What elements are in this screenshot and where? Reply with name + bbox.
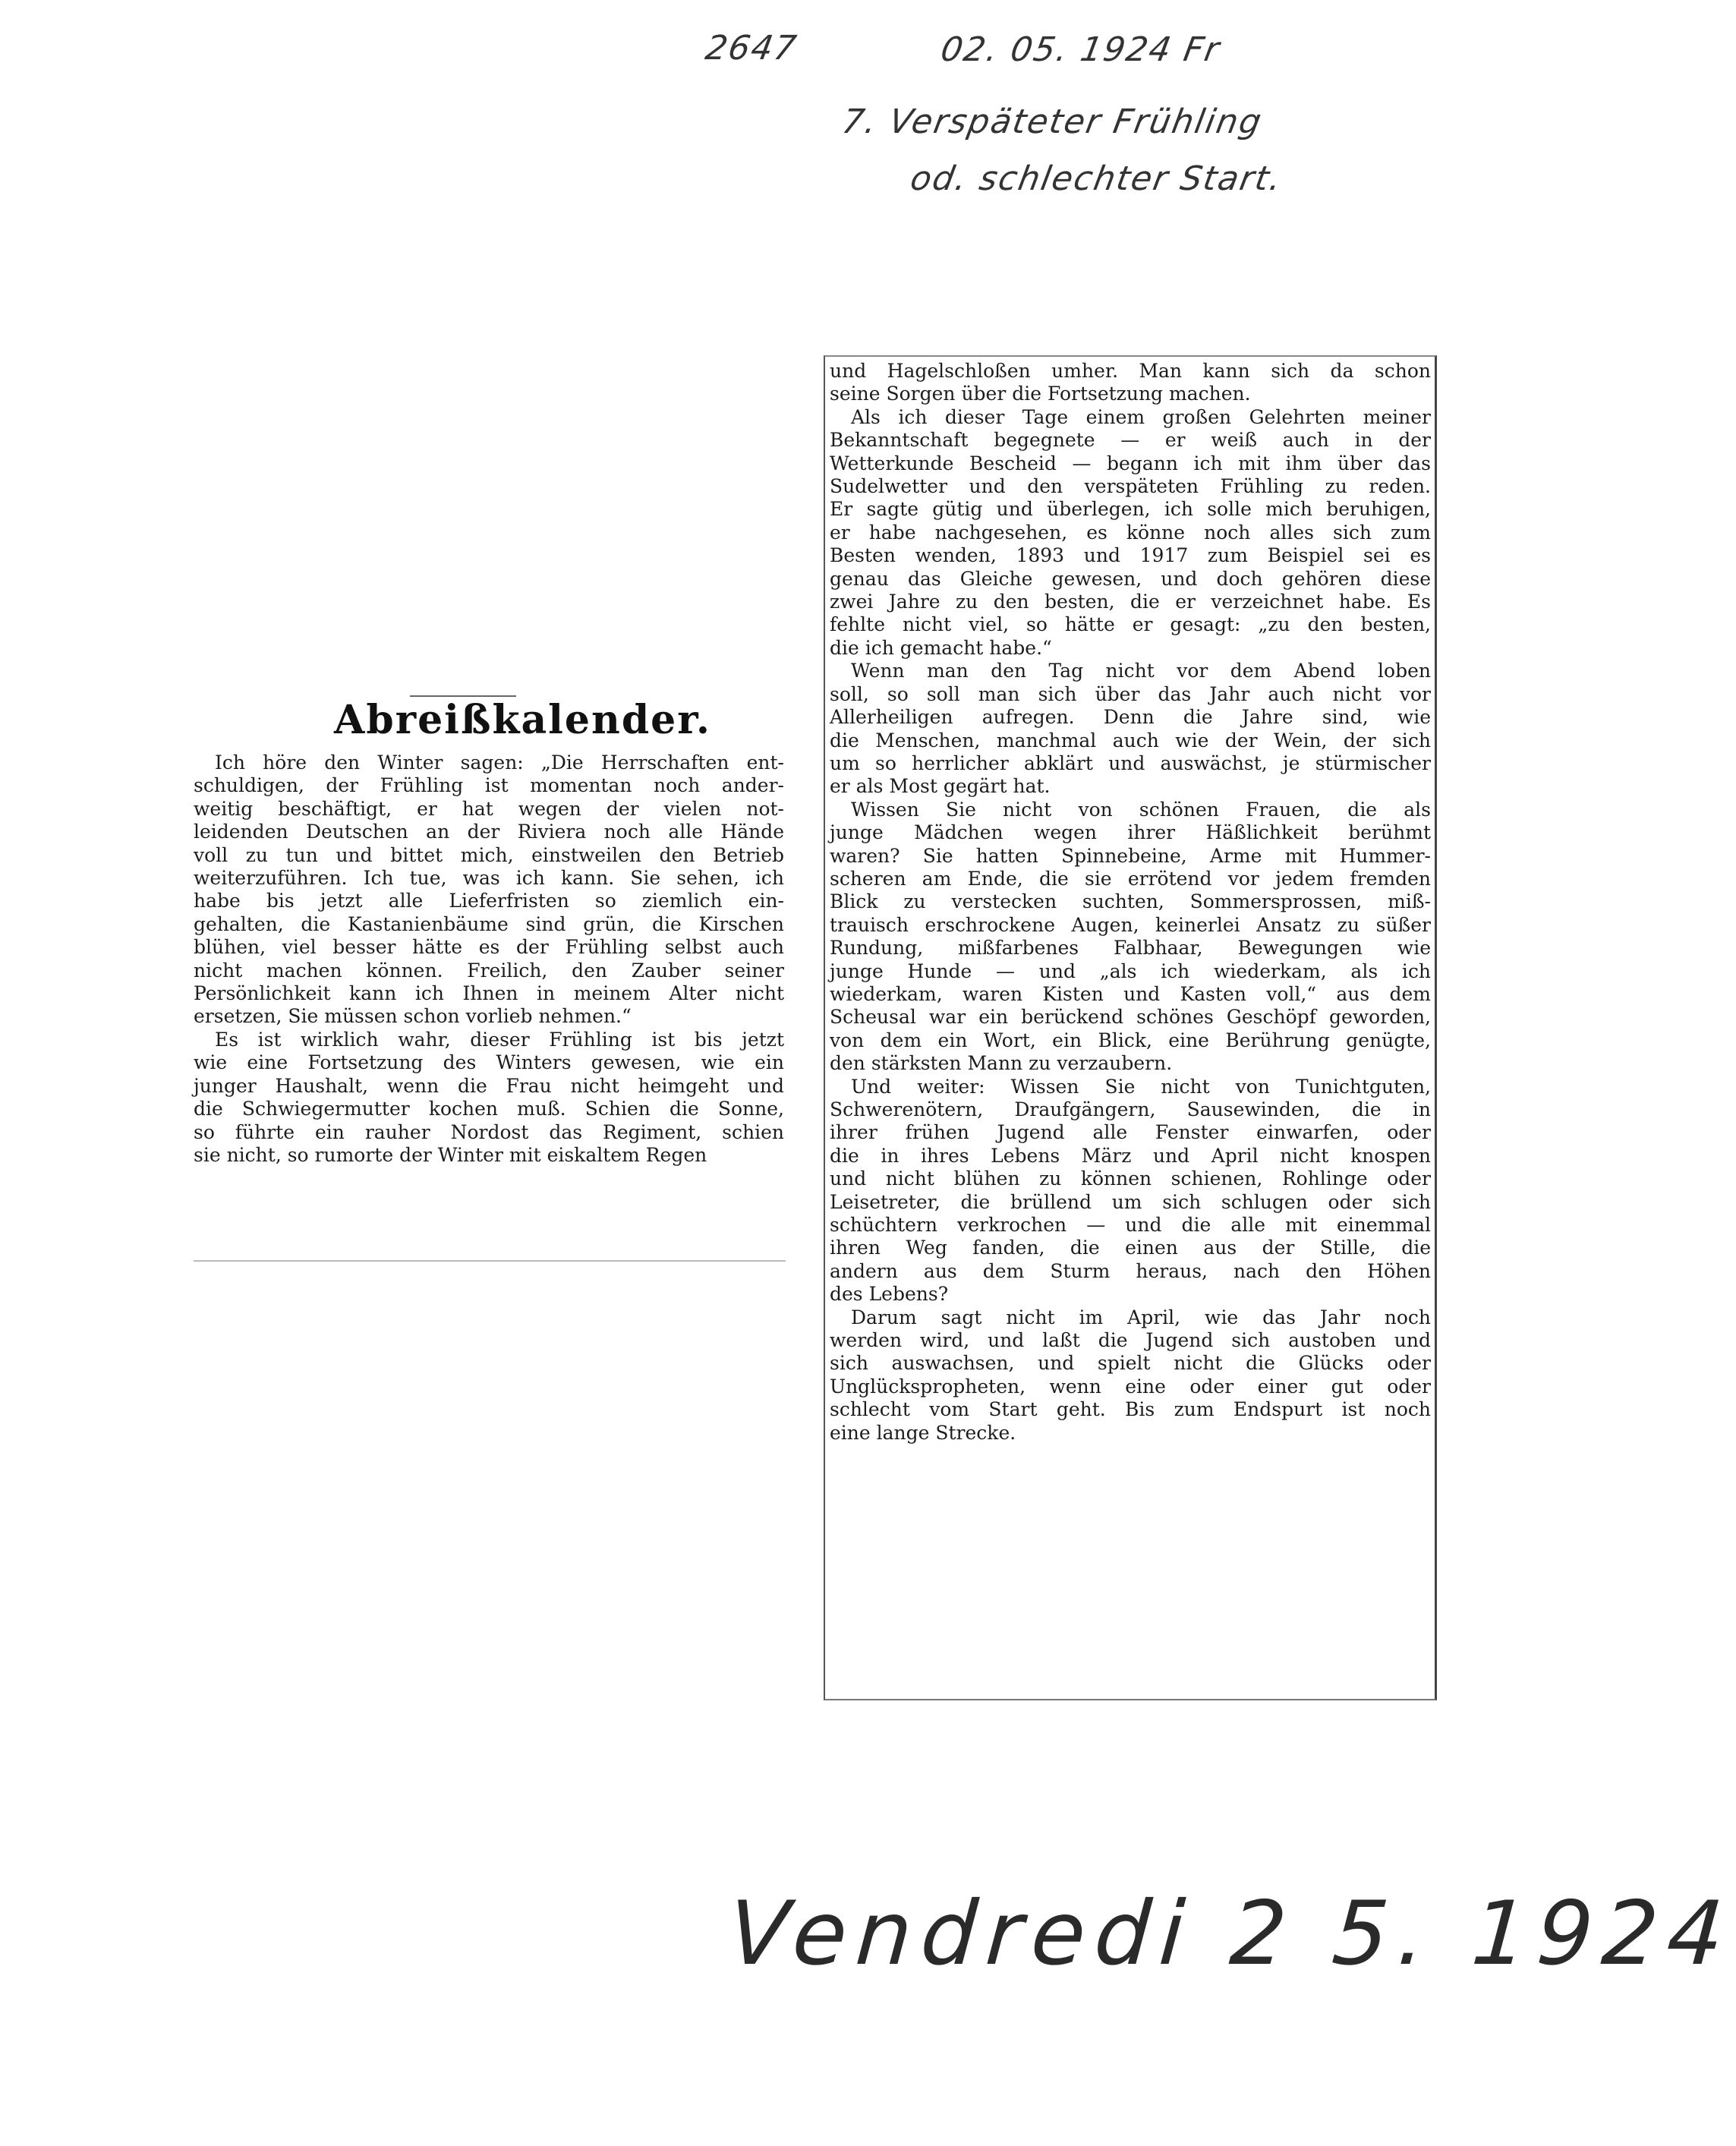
article-text-line: Besten wenden, 1893 und 1917 zum Beispiel sei es: [830, 544, 1431, 567]
article-text-line: die Menschen, manchmal auch wie der Wein, der sich: [830, 729, 1431, 752]
article-text-line: ersetzen, Sie müssen schon vorlieb nehmen.“: [194, 1005, 632, 1028]
article-text-line: voll zu tun und bittet mich, einstweilen den Betrieb: [194, 843, 784, 866]
article-text-line: von dem ein Wort, ein Blick, eine Berührung genügte,: [830, 1029, 1431, 1051]
article-text-line: Leisetreter, die brüllend um sich schlugen oder sich: [830, 1190, 1431, 1213]
article-text-line: schuldigen, der Frühling ist momentan noch ander-: [194, 774, 784, 797]
article-text-line: Sudelwetter und den verspäteten Frühling zu reden.: [830, 475, 1431, 498]
article-text-line: Schwerenötern, Draufgängern, Sausewinden, die in: [830, 1098, 1431, 1120]
article-text-line: wiederkam, waren Kisten und Kasten voll,“ aus dem: [830, 982, 1431, 1005]
article-text-line: er als Most gegärt hat.: [830, 775, 1051, 798]
handwritten-note-line-2: od. schlechter Start.: [907, 159, 1286, 198]
article-text-line: Er sagte gütig und überlegen, ich solle mich beruhigen,: [830, 498, 1431, 521]
article-text-line: Rundung, mißfarbenes Falbhaar, Bewegungen wie: [830, 937, 1431, 960]
article-text-line: eine lange Strecke.: [830, 1421, 1016, 1444]
article-text-line: Allerheiligen aufregen. Denn die Jahre sind, wie: [830, 706, 1431, 729]
article-text-line: wie eine Fortsetzung des Winters gewesen, wie ein: [194, 1051, 784, 1074]
article-text-line: seine Sorgen über die Fortsetzung machen.: [830, 383, 1251, 405]
article-text-line: weiterzuführen. Ich tue, was ich kann. Sie sehen, ich: [194, 867, 784, 890]
article-text-line: fehlte nicht viel, so hätte er gesagt: „zu den besten,: [830, 613, 1431, 636]
article-text-line: er habe nachgesehen, es könne noch alles sich zum: [830, 521, 1431, 544]
article-text-line: junge Mädchen wegen ihrer Häßlichkeit berühmt: [830, 821, 1431, 844]
article-text-line: sich auswachsen, und spielt nicht die Glücks oder: [830, 1352, 1431, 1375]
article-text-line: scheren am Ende, die sie errötend vor jedem fremden: [830, 867, 1431, 890]
article-right-column: [830, 360, 1431, 1445]
article-text-line: nicht machen können. Freilich, den Zauber seiner: [194, 959, 784, 982]
article-text-line: blühen, viel besser hätte es der Frühling selbst auch: [194, 936, 784, 959]
article-text-line: sie nicht, so rumorte der Winter mit eiskaltem Regen: [194, 1143, 707, 1166]
article-text-line: trauisch erschrockene Augen, keinerlei Ansatz zu süßer: [830, 913, 1431, 936]
article-text-line: junge Hunde — und „als ich wiederkam, als ich: [830, 960, 1431, 982]
article-text-line: und Hagelschloßen umher. Man kann sich da schon: [830, 360, 1431, 382]
article-text-line: waren? Sie hatten Spinnebeine, Arme mit Hummer-: [830, 844, 1431, 867]
article-text-line: Es ist wirklich wahr, dieser Frühling ist bis jetzt: [215, 1028, 784, 1051]
article-text-line: zwei Jahre zu den besten, die er verzeichnet habe. Es: [830, 591, 1431, 613]
article-text-line: des Lebens?: [830, 1283, 949, 1306]
handwritten-bottom-date: Vendredi 2 5. 1924: [725, 1883, 1736, 1985]
article-text-line: leidenden Deutschen an der Riviera noch alle Hände: [194, 821, 784, 843]
article-text-line: Wenn man den Tag nicht vor dem Abend loben: [851, 660, 1431, 682]
article-text-line: Unglückspropheten, wenn eine oder einer gut oder: [830, 1375, 1431, 1398]
handwritten-date: 02. 05. 1924 Fr: [937, 30, 1224, 69]
article-text-line: soll, so soll man sich über das Jahr auch nicht vor: [830, 682, 1431, 705]
article-text-line: Ich höre den Winter sagen: „Die Herrschaften ent-: [215, 752, 784, 774]
article-text-line: gehalten, die Kastanienbäume sind grün, die Kirschen: [194, 912, 784, 935]
article-text-line: Als ich dieser Tage einem großen Gelehrten meiner: [851, 405, 1431, 428]
column-end-rule: [194, 1260, 786, 1262]
article-text-line: Wetterkunde Bescheid — begann ich mit ihm über das: [830, 452, 1431, 474]
article-text-line: andern aus dem Sturm heraus, nach den Höhen: [830, 1259, 1431, 1282]
article-text-line: um so herrlicher abklärt und auswächst, je stürmischer: [830, 752, 1431, 774]
article-text-line: habe bis jetzt alle Lieferfristen so ziemlich ein-: [194, 890, 784, 912]
article-text-line: Scheusal war ein berückend schönes Geschöpf geworden,: [830, 1006, 1431, 1029]
article-text-line: so führte ein rauher Nordost das Regiment, schien: [194, 1120, 784, 1143]
article-text-line: schüchtern verkrochen — und die alle mit einemmal: [830, 1214, 1431, 1237]
article-title: Abreißkalender.: [334, 697, 711, 743]
article-text-line: Darum sagt nicht im April, wie das Jahr noch: [851, 1306, 1431, 1328]
handwritten-number: 2647: [702, 29, 801, 68]
article-left-column: [194, 752, 784, 1167]
handwritten-note-line-1: 7. Verspäteter Frühling: [839, 102, 1266, 141]
article-text-line: ihren Weg fanden, die einen aus der Stille, die: [830, 1237, 1431, 1259]
article-text-line: Und weiter: Wissen Sie nicht von Tunichtguten,: [851, 1075, 1431, 1098]
article-text-line: schlecht vom Start geht. Bis zum Endspurt ist noch: [830, 1398, 1431, 1421]
article-text-line: die in ihres Lebens März und April nicht knospen: [830, 1144, 1431, 1167]
article-text-line: junger Haushalt, wenn die Frau nicht heimgeht und: [194, 1074, 784, 1097]
article-text-line: die Schwiegermutter kochen muß. Schien die Sonne,: [194, 1098, 784, 1120]
article-text-line: Blick zu verstecken suchten, Sommersprossen, miß-: [830, 890, 1431, 913]
article-text-line: Persönlichkeit kann ich Ihnen in meinem Alter nicht: [194, 982, 784, 1005]
article-text-line: ihrer frühen Jugend alle Fenster einwarfen, oder: [830, 1121, 1431, 1144]
article-text-line: die ich gemacht habe.“: [830, 636, 1052, 659]
article-text-line: Bekanntschaft begegnete — er weiß auch in der: [830, 429, 1431, 452]
article-text-line: und nicht blühen zu können schienen, Rohlinge oder: [830, 1168, 1431, 1190]
article-text-line: Wissen Sie nicht von schönen Frauen, die als: [851, 798, 1431, 821]
article-text-line: weitig beschäftigt, er hat wegen der vielen not-: [194, 797, 784, 820]
article-text-line: den stärksten Mann zu verzaubern.: [830, 1052, 1173, 1075]
article-text-line: werden wird, und laßt die Jugend sich austoben und: [830, 1329, 1431, 1352]
article-text-line: genau das Gleiche gewesen, und doch gehören diese: [830, 567, 1431, 590]
